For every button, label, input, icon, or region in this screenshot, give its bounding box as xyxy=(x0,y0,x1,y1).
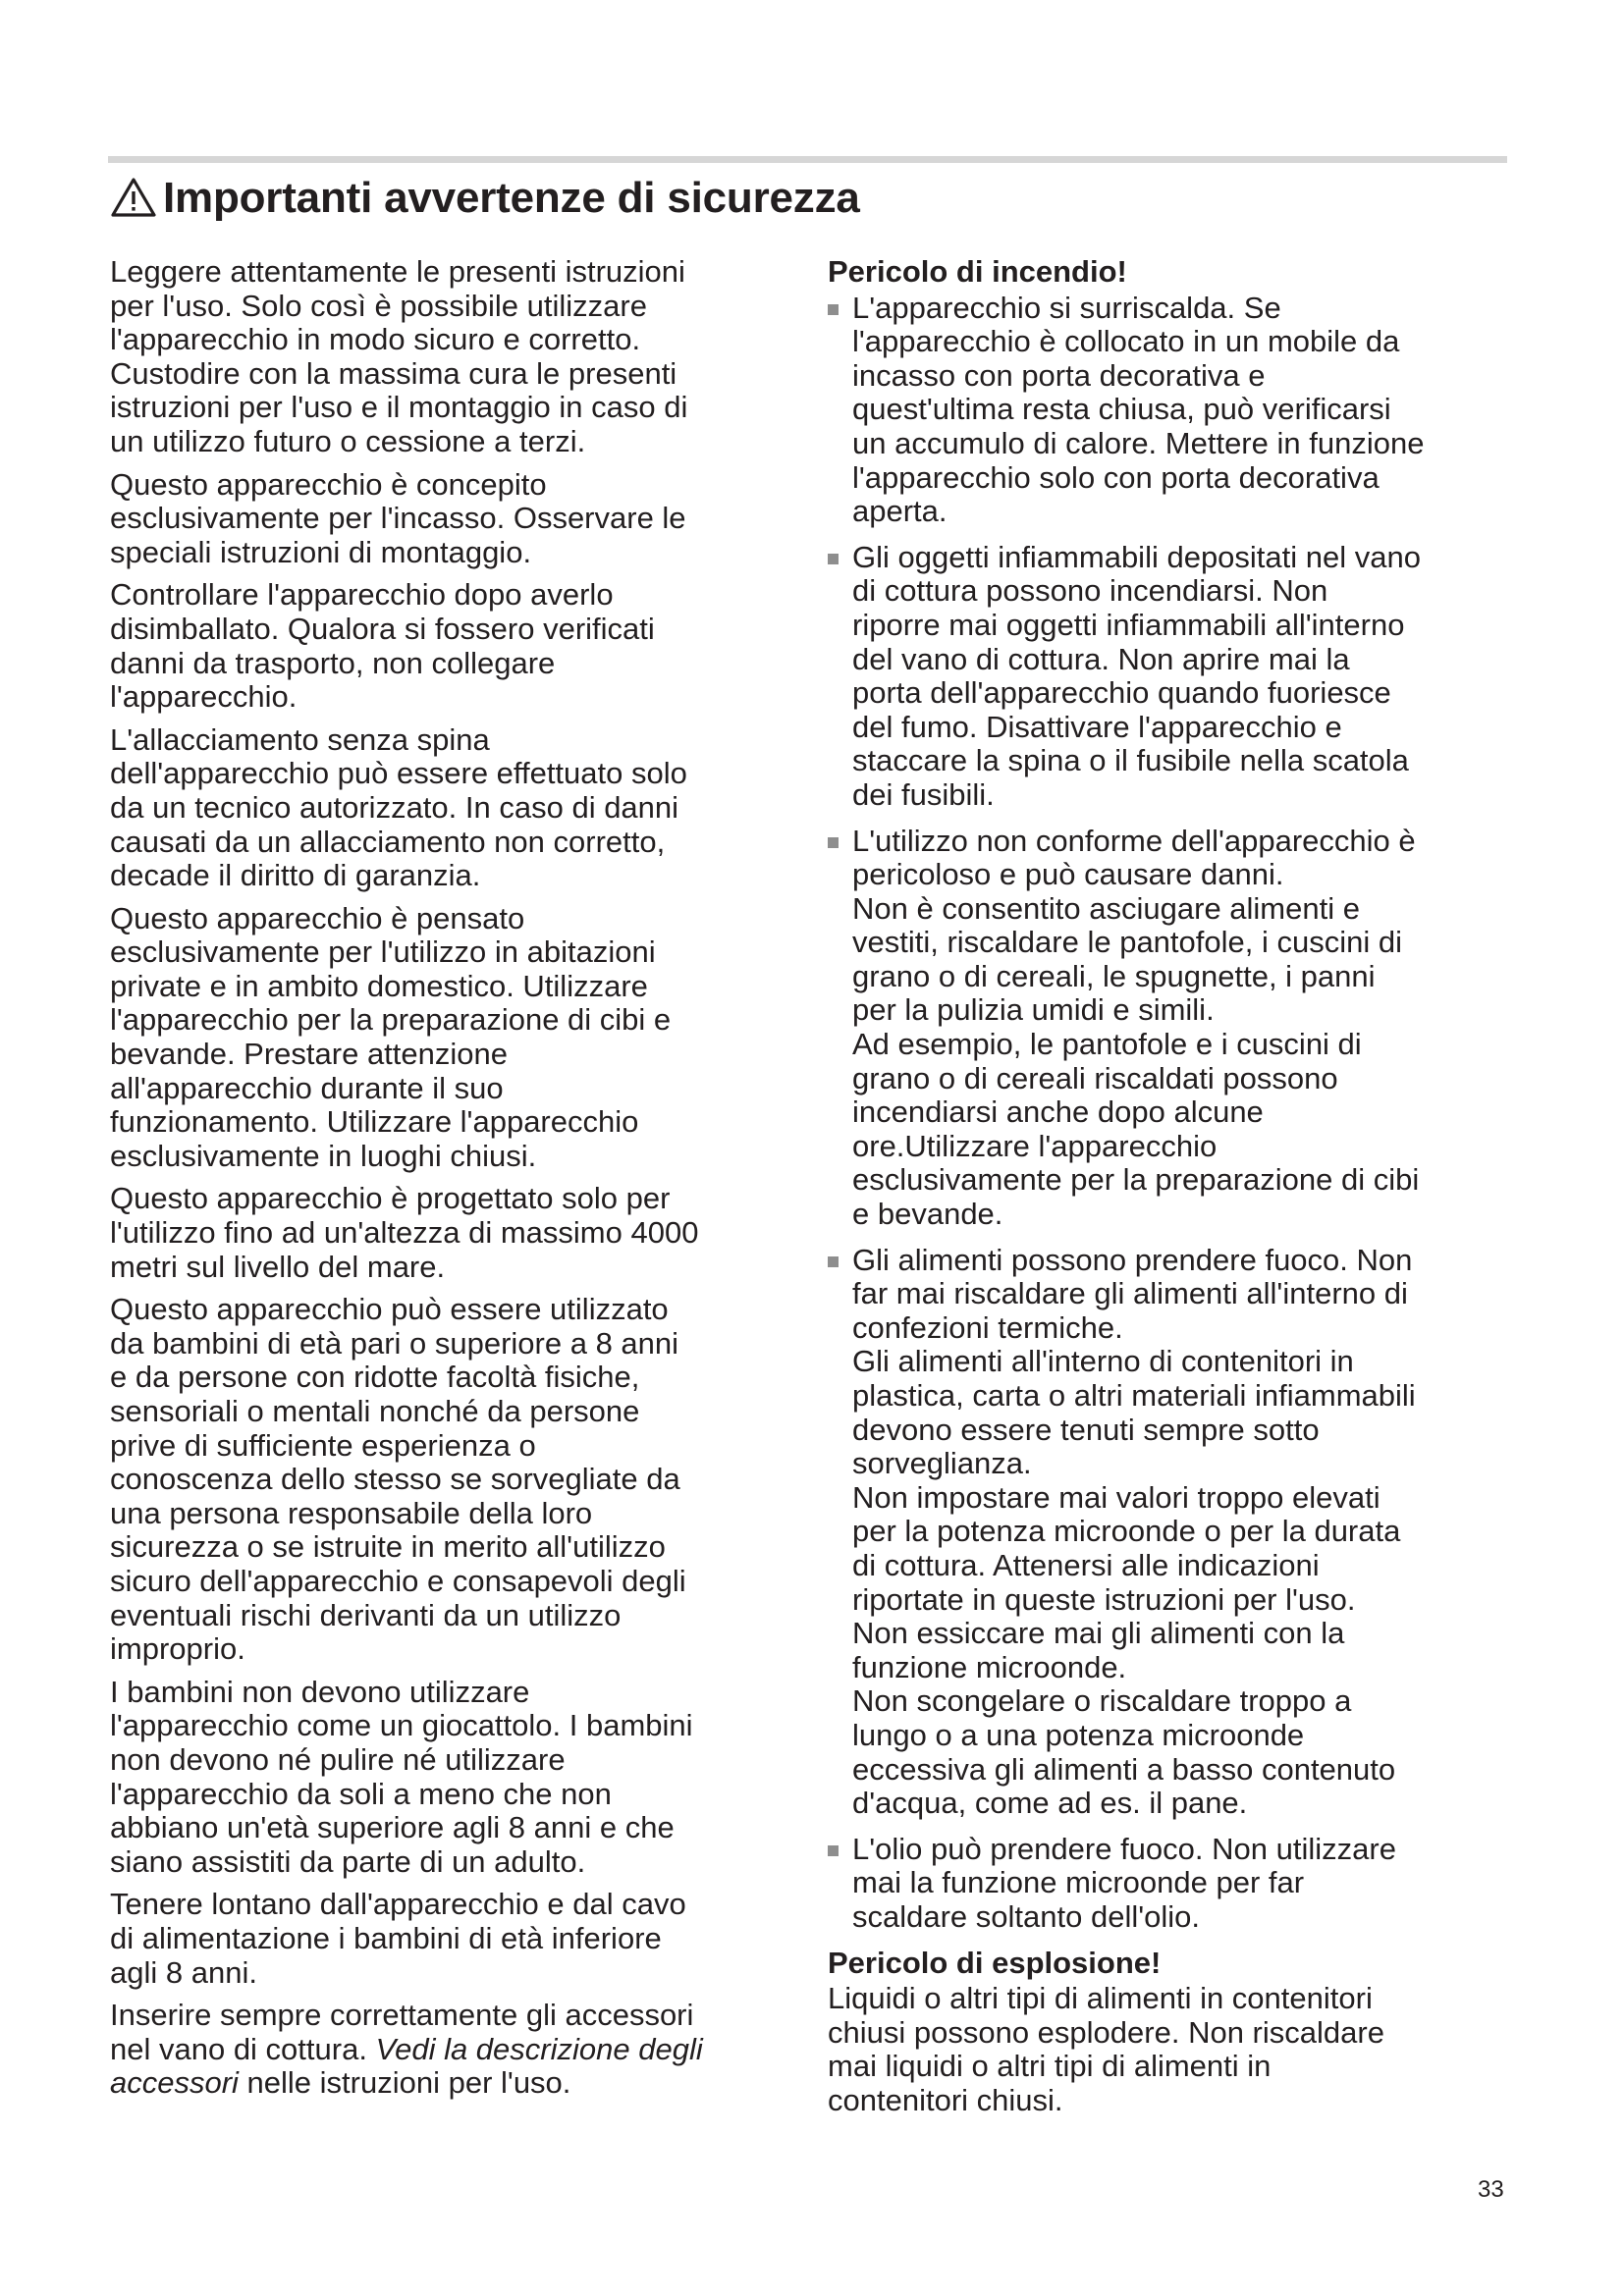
paragraph-line: del fumo. Disattivare l'apparecchio e xyxy=(852,709,1342,744)
explosion-paragraph xyxy=(828,1982,1515,2117)
paragraph-line: e da persone con ridotte facoltà fisiche, xyxy=(110,1360,640,1395)
paragraph-line: dei fusibili. xyxy=(852,776,995,812)
paragraph-line: abbiano un'età superiore agli 8 anni e che xyxy=(110,1810,675,1845)
paragraph-line: Gli alimenti all'interno di contenitori in xyxy=(852,1344,1354,1379)
paragraph-line: funzionamento. Utilizzare l'apparecchio xyxy=(110,1104,639,1140)
paragraph-line: l'apparecchio in modo sicuro e corretto. xyxy=(110,322,641,357)
explosion-danger-heading: Pericolo di esplosione! xyxy=(828,1945,1162,1980)
square-bullet-icon xyxy=(828,304,839,315)
paragraph-line: siano assistiti da parte di un adulto. xyxy=(110,1843,586,1879)
paragraph-line: non devono né pulire né utilizzare xyxy=(110,1741,566,1777)
paragraph-line: esclusivamente per l'utilizzo in abitazioni xyxy=(110,934,656,970)
safety-paragraph xyxy=(110,1293,787,1667)
right-column xyxy=(828,255,1515,2126)
paragraph-line: mai liquidi o altri tipi di alimenti in xyxy=(828,2049,1272,2084)
line-text: nel vano di cottura. xyxy=(110,2031,376,2066)
safety-paragraph xyxy=(110,1676,787,1880)
paragraph-line: agli 8 anni. xyxy=(110,1954,257,1990)
paragraph-line: L'utilizzo non conforme dell'apparecchio è xyxy=(852,823,1416,858)
paragraph-line: staccare la spina o il fusibile nella scatola xyxy=(852,743,1409,778)
safety-paragraph xyxy=(110,255,787,459)
paragraph-line: l'apparecchio per la preparazione di cibi e xyxy=(110,1002,672,1038)
paragraph-line: Gli alimenti possono prendere fuoco. Non xyxy=(852,1242,1413,1277)
paragraph-line: lungo o a una potenza microonde xyxy=(852,1717,1305,1752)
paragraph-line: Non essiccare mai gli alimenti con la xyxy=(852,1616,1345,1651)
square-bullet-icon xyxy=(828,837,839,848)
paragraph-line: scaldare soltanto dell'olio. xyxy=(852,1898,1201,1934)
fire-danger-heading: Pericolo di incendio! xyxy=(828,254,1127,289)
fire-danger-item xyxy=(828,292,1515,529)
paragraph-line: sorveglianza. xyxy=(852,1446,1032,1481)
paragraph-line: Controllare l'apparecchio dopo averlo xyxy=(110,577,614,613)
left-column xyxy=(110,255,787,2109)
safety-paragraph xyxy=(110,1182,787,1284)
paragraph-line: Questo apparecchio è pensato xyxy=(110,900,525,935)
fire-danger-list xyxy=(828,292,1515,1935)
paragraph-line: contenitori chiusi. xyxy=(828,2082,1063,2117)
paragraph-line: l'utilizzo fino ad un'altezza di massimo 4000 xyxy=(110,1215,699,1251)
paragraph-line: chiusi possono esplodere. Non riscaldare xyxy=(828,2014,1384,2050)
paragraph-line: istruzioni per l'uso e il montaggio in caso di xyxy=(110,390,688,425)
paragraph-line: danni da trasporto, non collegare xyxy=(110,645,556,680)
paragraph-line: private e in ambito domestico. Utilizzare xyxy=(110,968,648,1003)
paragraph-line: L'olio può prendere fuoco. Non utilizzare xyxy=(852,1831,1396,1866)
paragraph-line: improprio. xyxy=(110,1631,245,1667)
paragraph-line: incasso con porta decorativa e xyxy=(852,357,1266,393)
accessories-paragraph xyxy=(110,1999,787,2101)
paragraph-line: riportate in queste istruzioni per l'uso. xyxy=(852,1581,1356,1617)
paragraph-line: Inserire sempre correttamente gli accessori xyxy=(110,1998,694,2033)
paragraph-line: d'acqua, come ad es. il pane. xyxy=(852,1786,1248,1821)
paragraph-line: speciali istruzioni di montaggio. xyxy=(110,534,532,569)
accessories-reference: Vedi la descrizione degli xyxy=(375,2031,703,2066)
safety-paragraph xyxy=(110,468,787,570)
paragraph-line: L'apparecchio si surriscalda. Se xyxy=(852,290,1281,325)
paragraph-line xyxy=(110,2033,787,2067)
paragraph-line: riporre mai oggetti infiammabili all'interno xyxy=(852,607,1405,642)
paragraph-line: ore.Utilizzare l'apparecchio xyxy=(852,1128,1218,1163)
paragraph-line: prive di sufficiente esperienza o xyxy=(110,1427,536,1463)
square-bullet-icon xyxy=(828,554,839,564)
paragraph-line: metri sul livello del mare. xyxy=(110,1249,446,1284)
header-rule xyxy=(108,156,1507,163)
paragraph-line: Ad esempio, le pantofole e i cuscini di xyxy=(852,1027,1362,1062)
paragraph-line: per la potenza microonde o per la durata xyxy=(852,1514,1401,1549)
paragraph-line: disimballato. Qualora si fossero verificati xyxy=(110,611,655,646)
paragraph-line: I bambini non devono utilizzare xyxy=(110,1674,530,1709)
paragraph-line: da un tecnico autorizzato. In caso di danni xyxy=(110,789,679,825)
paragraph-line: aperta. xyxy=(852,494,947,529)
paragraph-line: devono essere tenuti sempre sotto xyxy=(852,1412,1320,1447)
paragraph-line: Non scongelare o riscaldare troppo a xyxy=(852,1683,1352,1719)
paragraph-line: grano o di cereali, le spugnette, i panni xyxy=(852,958,1376,993)
paragraph-line: incendiarsi anche dopo alcune xyxy=(852,1095,1264,1130)
paragraph-line: una persona responsabile della loro xyxy=(110,1495,593,1530)
paragraph-line: Custodire con la massima cura le presenti xyxy=(110,355,677,391)
paragraph-line: esclusivamente per la preparazione di cibi xyxy=(852,1162,1420,1198)
fire-danger-item xyxy=(828,541,1515,813)
fire-danger-item xyxy=(828,1244,1515,1821)
paragraph-line: del vano di cottura. Non aprire mai la xyxy=(852,641,1350,676)
fire-danger-item xyxy=(828,825,1515,1232)
paragraph-line: Questo apparecchio è progettato solo per xyxy=(110,1181,671,1216)
paragraph-line: di alimentazione i bambini di età inferiore xyxy=(110,1920,662,1955)
line-text: nelle istruzioni per l'uso. xyxy=(238,2065,571,2101)
paragraph-line: Tenere lontano dall'apparecchio e dal cavo xyxy=(110,1887,686,1922)
paragraph-line: Liquidi o altri tipi di alimenti in contenitori xyxy=(828,1981,1373,2016)
paragraph-line: e bevande. xyxy=(852,1197,1003,1232)
page-title-text: Importanti avvertenze di sicurezza xyxy=(163,174,860,222)
paragraph-line: dell'apparecchio può essere effettuato solo xyxy=(110,756,687,791)
paragraph-line: vestiti, riscaldare le pantofole, i cuscini di xyxy=(852,925,1402,960)
paragraph-line: sicuro dell'apparecchio e consapevoli degli xyxy=(110,1563,686,1598)
paragraph-line: di cottura possono incendiarsi. Non xyxy=(852,573,1328,609)
paragraph-line: da bambini di età pari o superiore a 8 anni xyxy=(110,1325,679,1361)
paragraph-line: causati da un allacciamento non corretto, xyxy=(110,824,666,859)
paragraph-line: quest'ultima resta chiusa, può verificarsi xyxy=(852,392,1391,427)
accessories-reference: accessori xyxy=(110,2065,239,2101)
paragraph-line: porta dell'apparecchio quando fuoriesce xyxy=(852,675,1391,711)
paragraph-line: eccessiva gli alimenti a basso contenuto xyxy=(852,1751,1396,1787)
paragraph-line: Non è consentito asciugare alimenti e xyxy=(852,890,1360,926)
fire-danger-item xyxy=(828,1833,1515,1935)
page-title xyxy=(110,169,860,228)
paragraph-line: sicurezza o se istruite in merito all'utilizzo xyxy=(110,1529,666,1565)
paragraph-line: Questo apparecchio è concepito xyxy=(110,466,547,502)
paragraph-line: l'apparecchio è collocato in un mobile da xyxy=(852,324,1400,359)
paragraph-line: per l'uso. Solo così è possibile utilizzare xyxy=(110,288,647,323)
paragraph-line: all'apparecchio durante il suo xyxy=(110,1070,504,1105)
paragraph-line: esclusivamente in luoghi chiusi. xyxy=(110,1138,537,1173)
paragraph-line: far mai riscaldare gli alimenti all'interno di xyxy=(852,1276,1408,1311)
warning-triangle-icon xyxy=(110,177,157,218)
safety-paragraph xyxy=(110,902,787,1174)
paragraph-line: Questo apparecchio può essere utilizzato xyxy=(110,1292,669,1327)
paragraph-line: l'apparecchio da soli a meno che non xyxy=(110,1776,612,1811)
paragraph-line: Leggere attentamente le presenti istruzioni xyxy=(110,254,685,289)
safety-paragraph xyxy=(110,578,787,714)
safety-paragraph xyxy=(110,1888,787,1990)
paragraph-line: conoscenza dello stesso se sorvegliate da xyxy=(110,1462,680,1497)
paragraph-line: un accumulo di calore. Mettere in funzione xyxy=(852,425,1425,460)
paragraph-line: l'apparecchio. xyxy=(110,679,298,715)
square-bullet-icon xyxy=(828,1256,839,1267)
square-bullet-icon xyxy=(828,1845,839,1856)
paragraph-line: decade il diritto di garanzia. xyxy=(110,858,481,893)
paragraph-line: pericoloso e può causare danni. xyxy=(852,857,1284,892)
paragraph-line: sensoriali o mentali nonché da persone xyxy=(110,1394,640,1428)
left-paragraphs xyxy=(110,255,787,1990)
safety-paragraph xyxy=(110,723,787,893)
paragraph-line: per la pulizia umidi e simili. xyxy=(852,992,1215,1028)
paragraph-line: esclusivamente per l'incasso. Osservare le xyxy=(110,501,686,536)
paragraph-line: di cottura. Attenersi alle indicazioni xyxy=(852,1547,1320,1582)
paragraph-line: bevande. Prestare attenzione xyxy=(110,1037,508,1072)
paragraph-line: L'allacciamento senza spina xyxy=(110,721,490,757)
paragraph-line: plastica, carta o altri materiali infiammabili xyxy=(852,1378,1416,1413)
paragraph-line: l'apparecchio solo con porta decorativa xyxy=(852,459,1380,495)
paragraph-line: l'apparecchio come un giocattolo. I bambini xyxy=(110,1708,693,1743)
paragraph-line: un utilizzo futuro o cessione a terzi. xyxy=(110,423,586,458)
paragraph-line: mai la funzione microonde per far xyxy=(852,1865,1305,1900)
paragraph-line: grano o di cereali riscaldati possono xyxy=(852,1060,1338,1095)
paragraph-line: funzione microonde. xyxy=(852,1649,1127,1684)
paragraph-line: Non impostare mai valori troppo elevati xyxy=(852,1479,1380,1515)
page-number: 33 xyxy=(1478,2176,1504,2203)
paragraph-line xyxy=(110,2066,787,2101)
paragraph-line: confezioni termiche. xyxy=(852,1309,1123,1345)
paragraph-line: eventuali rischi derivanti da un utilizzo xyxy=(110,1597,622,1632)
paragraph-line: Gli oggetti infiammabili depositati nel vano xyxy=(852,539,1421,574)
